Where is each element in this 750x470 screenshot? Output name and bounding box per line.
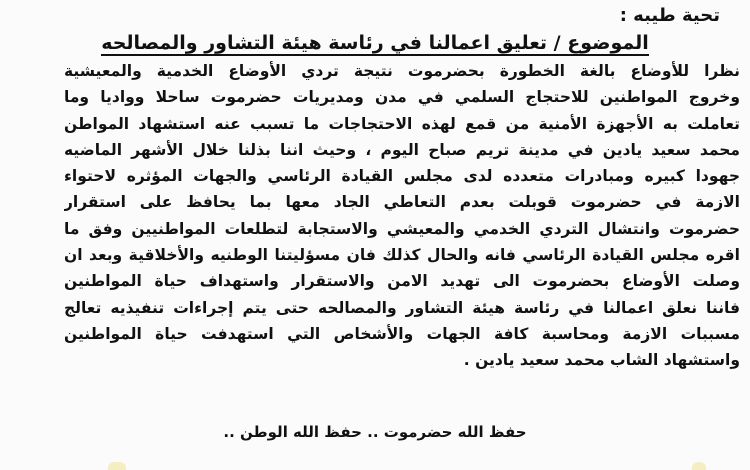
- letter-body: [64, 58, 740, 374]
- subject-line: [0, 32, 750, 54]
- cropped-header-line: [104, 0, 704, 7]
- body-line: مسببات الازمة ومحاسبة كافة الجهات والأشخاص التي استهدفت حياة المواطنين: [64, 324, 740, 343]
- body-line: واستشهاد الشاب محمد سعيد يادين .: [463, 351, 740, 370]
- body-line: محمد سعيد يادين في مدينة تريم صباح اليوم ، وحيث اننا بذلنا خلال الأشهر الماضيه: [64, 140, 740, 159]
- body-line: تعاملت به الأجهزة الأمنية من قمع لهذه الاحتجاجات ما تسبب عنه استشهاد المواطن: [64, 114, 740, 133]
- body-line: جهودا كبيره ومبادرات متعدده لدى مجلس القيادة الرئاسي والجهات المؤثره لاحتواء: [64, 167, 740, 186]
- stamp-edge-right: [692, 462, 706, 470]
- body-line: الازمة في حضرموت قوبلت بعدم التعاطي الجاد معها بما يحافظ على استقرار: [64, 193, 740, 212]
- greeting: تحية طيبه :: [619, 5, 720, 26]
- body-line: وصلت الأوضاع بحضرموت الى تهديد الامن والاستقرار واستهداف حياة المواطنين: [64, 272, 740, 291]
- subject-text: الموضوع / تعليق اعمالنا في رئاسة هيئة التشاور والمصالحه: [101, 32, 649, 54]
- stamp-edge-left: [108, 462, 126, 470]
- body-line: نظرا للأوضاع بالغة الخطورة بحضرموت نتيجة تردي الأوضاع الخدمية والمعيشية: [64, 62, 740, 80]
- body-line: فاننا نعلق اعمالنا في رئاسة هيئة التشاور والمصالحه حتى يتم إجراءات تنفيذيه تعالج: [64, 298, 740, 317]
- body-line: حضرموت وانتشال التردي الخدمي والمعيشي والاستجابة لتطلعات المواطنيين وفق ما: [64, 219, 740, 238]
- body-line: اقره مجلس القيادة الرئاسي فانه والحال كذلك فان مسؤليتنا الوطنيه والأخلاقية وبعد ان: [64, 246, 740, 265]
- closing-line: حفظ الله حضرموت .. حفظ الله الوطن ..: [223, 423, 527, 441]
- body-line: وخروج المواطنين للاحتجاج السلمي في مدن ومديريات حضرموت ساحلا وواديا وما: [64, 88, 740, 107]
